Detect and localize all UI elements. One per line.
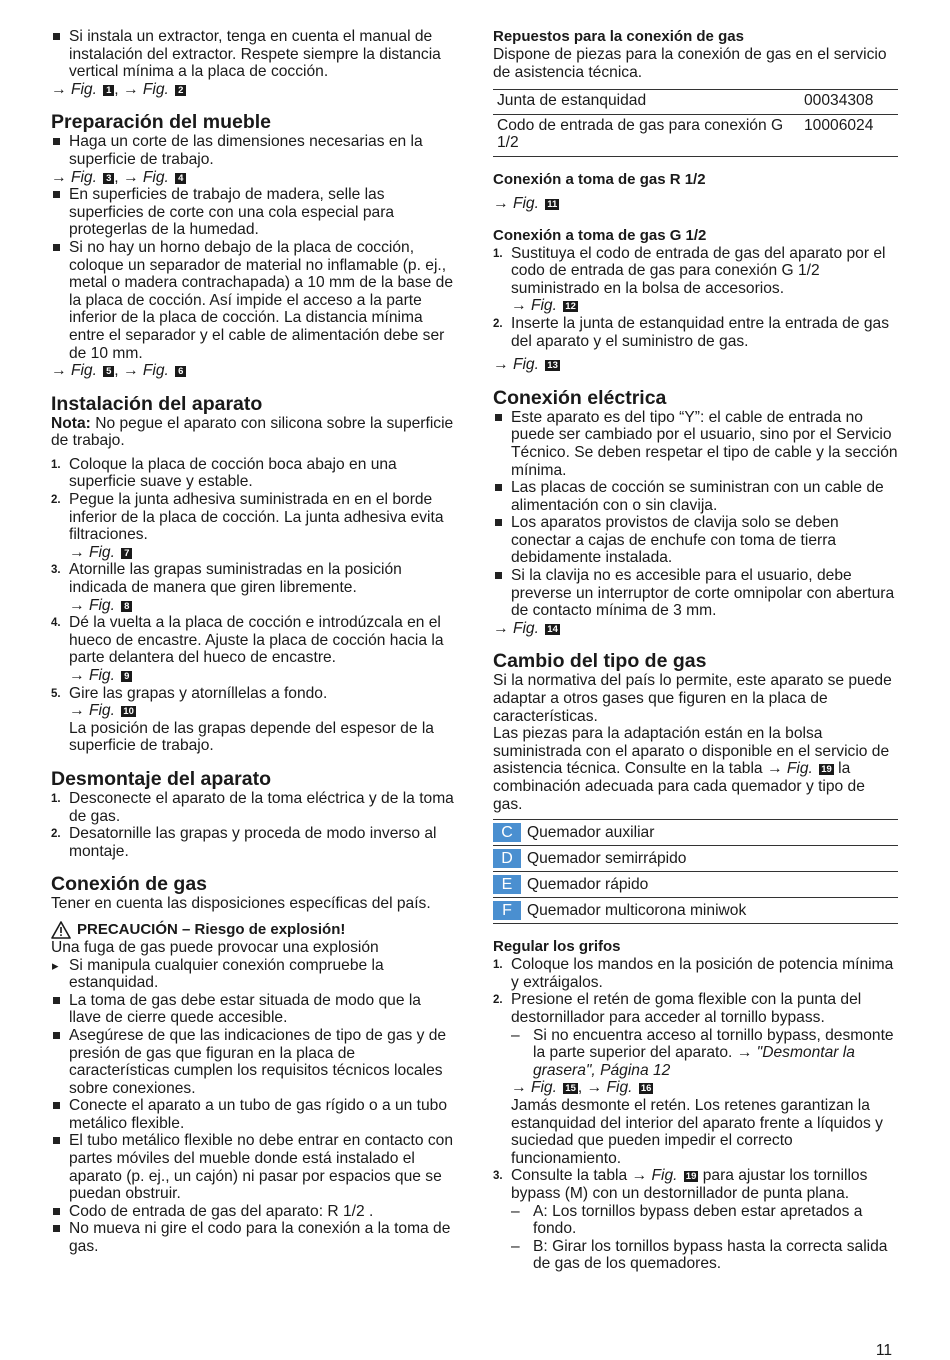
warning-header: PRECAUCIÓN – Riesgo de explosión!: [51, 921, 456, 939]
paragraph: Dispone de piezas para la conexión de gas en el servicio de asistencia técnica.: [493, 46, 887, 81]
table-row: E Quemador rápido: [493, 872, 898, 898]
subsection-title: Conexión a toma de gas R 1/2: [493, 170, 706, 188]
subsection-title: Conexión a toma de gas G 1/2: [493, 226, 707, 244]
list-item: Los aparatos provistos de clavija solo se deben conectar a cajas de enchufe con toma de tierra debidamente instalada.: [493, 514, 898, 567]
step-item: 2. Pegue la junta adhesiva suministrada en en el borde inferior de la placa de cocción. La junta adhesiva evita filtraciones. → Fig. 7: [51, 491, 444, 561]
step-item: 4. Dé la vuelta a la placa de cocción e introdúzcala en el hueco de encastre. Ajuste la placa de cocción hacia la parte delantera del hueco de encastre. → Fig. 9: [51, 614, 444, 684]
list-item: Las placas de cocción se suministran con un cable de alimentación con o sin clavija.: [493, 479, 898, 514]
section-title: Instalación del aparato: [51, 392, 263, 415]
sub-item: – B: Girar los tornillos bypass hasta la correcta salida de gas de los quemadores.: [493, 1238, 898, 1273]
paragraph: Tener en cuenta las disposiciones específicas del país.: [51, 895, 431, 913]
section-title: Cambio del tipo de gas: [493, 650, 707, 673]
table-row: C Quemador auxiliar: [493, 820, 898, 846]
step-item: 5. Gire las grapas y atorníllelas a fondo. → Fig. 10 La posición de las grapas depende del espesor de la superficie de trabajo.: [51, 684, 434, 755]
step-item: 1. Sustituya el codo de entrada de gas del aparato por el codo de entrada de gas para conexión G 1/2 suministrado en la bolsa de accesorios. → Fig. 12: [493, 244, 886, 315]
list-item: Si la clavija no es accesible para el usuario, debe preverse un interruptor de corte omnipolar con abertura de contacto mínima de 3 mm.: [493, 567, 898, 620]
section-title: Desmontaje del aparato: [51, 767, 271, 790]
step-item: 1. Desconecte el aparato de la toma eléctrica y de la toma de gas.: [51, 789, 454, 825]
section-title: Conexión de gas: [51, 873, 208, 896]
step-item: 3. Consulte la tabla → Fig. 19 para ajustar los tornillos bypass (M) con un destornillador de punta plana.: [493, 1167, 868, 1202]
right-column: [493, 28, 898, 1273]
figure-reference: → Fig. 11: [493, 194, 558, 212]
warning-text: Una fuga de gas puede provocar una explosión: [51, 938, 379, 956]
list-item: No mueva ni gire el codo para la conexión a la toma de gas.: [51, 1220, 456, 1255]
action-item: ▸ Si manipula cualquier conexión compruebe la estanquidad.: [51, 957, 456, 992]
spare-parts-table: [493, 89, 898, 157]
table-row: D Quemador semirrápido: [493, 846, 898, 872]
section-title: Conexión eléctrica: [493, 386, 667, 409]
table-row: F Quemador multicorona miniwok: [493, 898, 898, 924]
table-row: Codo de entrada de gas para conexión G 1/2 10006024: [493, 114, 898, 156]
figure-reference: → Fig. 1 , → Fig. 2: [51, 81, 456, 99]
warning-icon: [51, 921, 71, 939]
figure-reference: → Fig. 13: [493, 356, 558, 374]
note: Nota: No pegue el aparato con silicona sobre la superficie de trabajo.: [51, 414, 454, 450]
figure-reference: → Fig. 15 , → Fig. 16: [511, 1079, 652, 1097]
section-title: Preparación del mueble: [51, 111, 271, 134]
burner-table: [493, 819, 898, 924]
list-item: Haga un corte de las dimensiones necesarias en la superficie de trabajo.: [51, 133, 456, 168]
subsection-title: Regular los grifos: [493, 938, 621, 956]
step-item: 1. Coloque los mandos en la posición de potencia mínima y extráigalos.: [493, 956, 894, 991]
left-column: [51, 28, 456, 1256]
figure-reference: → Fig. 5 , → Fig. 6: [51, 362, 456, 380]
burner-letter: E: [493, 875, 521, 894]
figure-reference: → Fig. 14: [493, 619, 558, 637]
list-item: El tubo metálico flexible no debe entrar en contacto con partes móviles del mueble donde está instalado el aparato (p. ej., un cajón) ni pasar por espacios que se puedan obstruir.: [51, 1132, 456, 1202]
paragraph: Las piezas para la adaptación están en la bolsa suministrada con el aparato o disponible en el servicio de asistencia técnica. Consulte en la tabla → Fig. 19 la combinación adecuada para cada quemador y tipo de gas.: [493, 725, 890, 813]
list-item: La toma de gas debe estar situada de modo que la llave de cierre quede accesible.: [51, 992, 456, 1027]
list-item: Conecte el aparato a un tubo de gas rígido o a un tubo metálico flexible.: [51, 1097, 456, 1132]
page-number: 11: [875, 1342, 892, 1359]
burner-letter: F: [493, 901, 521, 920]
list-item: Este aparato es del tipo “Y”: el cable de entrada no puede ser cambiado por el usuario, sino por el Servicio Técnico. Se deben respetar el tipo de cable y la sección mínima.: [493, 409, 898, 479]
paragraph: Jamás desmonte el retén. Los retenes garantizan la estanquidad del interior del aparato frente a líquidos y suciedad que pueden impedir el correcto funcionamiento.: [511, 1096, 883, 1167]
step-item: 1. Coloque la placa de cocción boca abajo en una superficie suave y estable.: [51, 455, 397, 491]
list-item: Asegúrese de que las indicaciones de tipo de gas y de presión de gas que figuran en la placa de características cumplen los requisitos técnicos locales sobre conexiones.: [51, 1027, 456, 1097]
step-item: 2. Desatornille las grapas y proceda de modo inverso al montaje.: [51, 825, 437, 860]
sub-item: – A: Los tornillos bypass deben estar apretados a fondo.: [493, 1203, 898, 1238]
burner-letter: C: [493, 823, 521, 842]
subsection-title: Repuestos para la conexión de gas: [493, 28, 744, 45]
paragraph: Si la normativa del país lo permite, este aparato se puede adaptar a otros gases que figuren en la placa de características.: [493, 672, 892, 725]
table-row: Junta de estanquidad 00034308: [493, 90, 898, 115]
step-item: 2. Inserte la junta de estanquidad entre la entrada de gas del aparato y el suministro de gas.: [493, 314, 889, 350]
list-item: Codo de entrada de gas del aparato: R 1/2 .: [51, 1203, 456, 1221]
list-item: Si instala un extractor, tenga en cuenta el manual de instalación del extractor. Respete siempre la distancia vertical mínima a la placa de cocción.: [51, 28, 456, 81]
list-item: Si no hay un horno debajo de la placa de cocción, coloque un separador de material no inflamable (p. ej., metal o madera contrachapada) a 10 mm de la base de la placa de cocción. Así impide el acceso a la parte inferior de la placa de cocción. La distancia mínima entre el separador y el cable de alimentación debe ser de 10 mm.: [51, 239, 456, 362]
step-item: 2. Presione el retén de goma flexible con la punta del destornillador para acceder al tornillo bypass.: [493, 991, 862, 1026]
step-item: 3. Atornille las grapas suministradas en la posición indicada de manera que giren libremente. → Fig. 8: [51, 561, 402, 614]
burner-letter: D: [493, 849, 521, 868]
list-item: En superficies de trabajo de madera, selle las superficies de corte con una cola especial para protegerlas de la humedad.: [51, 186, 456, 239]
figure-reference: → Fig. 3 , → Fig. 4: [51, 169, 456, 187]
sub-item: – Si no encuentra acceso al tornillo bypass, desmonte la parte superior del aparato. → "Desmontar la grasera", Página 12: [493, 1027, 898, 1080]
